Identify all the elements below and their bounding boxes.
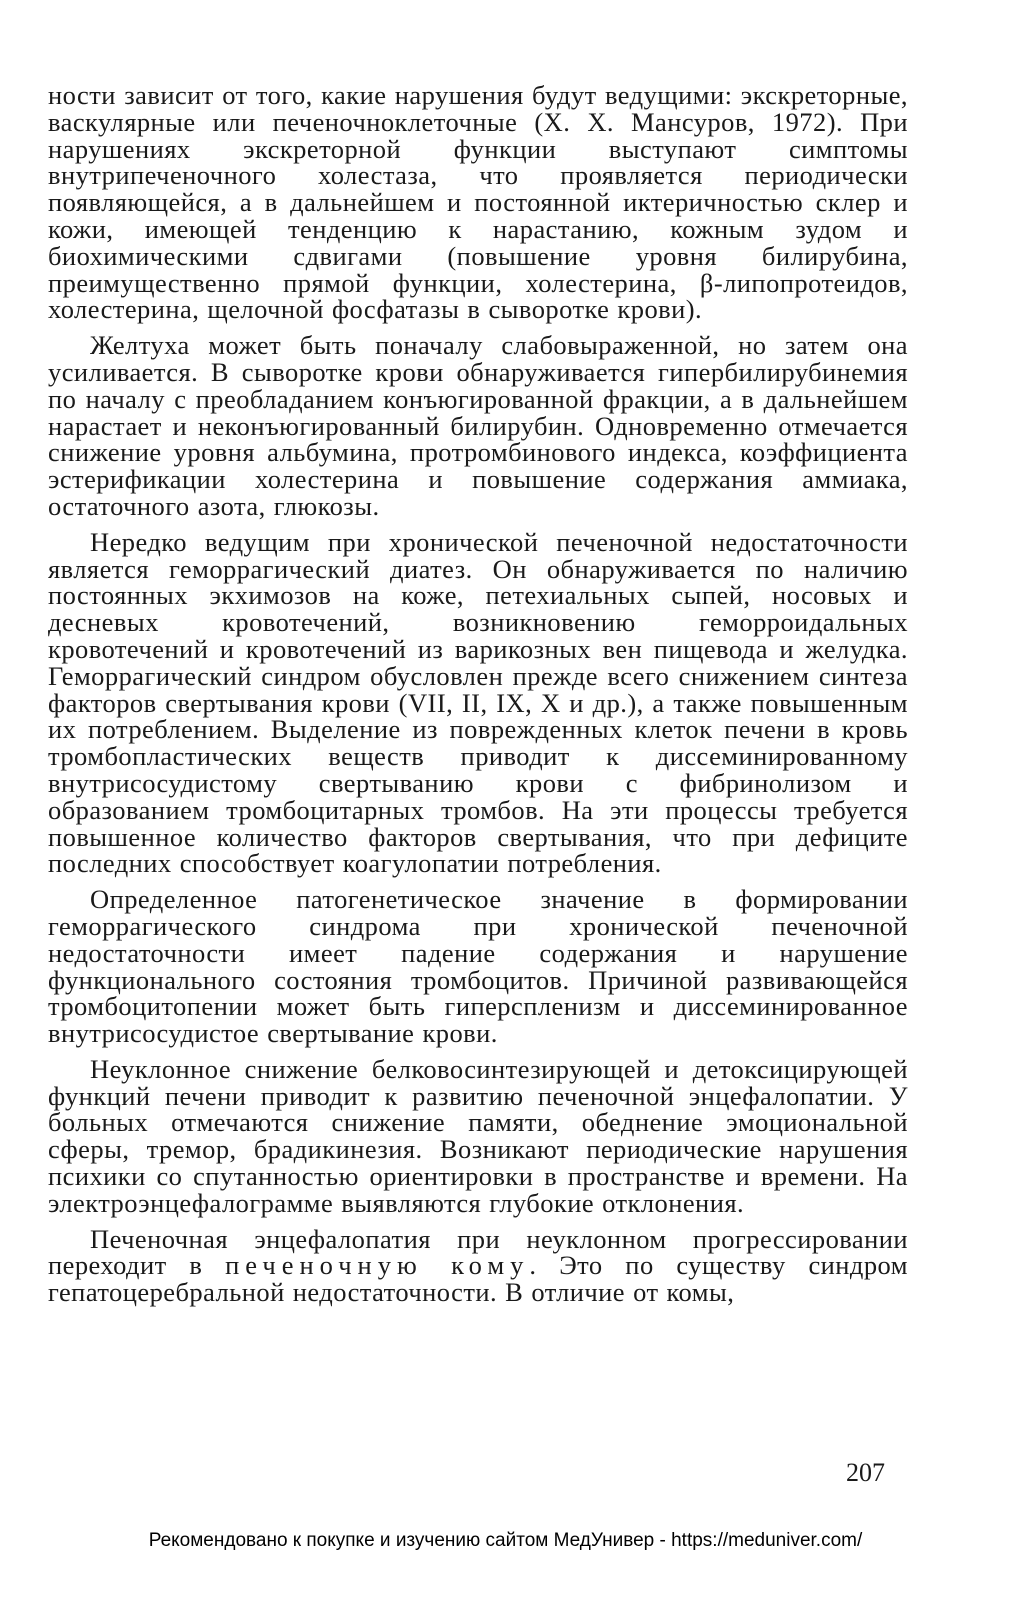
paragraph-jaundice: Желтуха может быть поначалу слабовыраженной, но затем она усиливается. В сыворотке крови обнаруживается гипербилирубинемия по началу с преобладанием конъюгированной фракции, а в дальнейшем нарастает и неконъюгированный билирубин. Одновременно отмечается снижение уровня альбумина, протромбинового индекса, коэффициента эстерификации холестерина и повышение содержания аммиака, остаточного азота, глюкозы.	[48, 330, 908, 521]
paragraph-continuation: ности зависит от того, какие нарушения будут ведущими: экскреторные, васкулярные или печеночноклеточные (Х. Х. Мансуров, 1972). При нарушениях экскреторной функции выступают симптомы внутрипеченочного холестаза, что проявляется периодически появляющейся, а в дальнейшем и постоянной иктеричностью склер и кожи, имеющей тенденцию к нарастанию, кожным зудом и биохимическими сдвигами (повышение уровня билирубина, преимущественно прямой функции, холестерина, β-липопротеидов, холестерина, щелочной фосфатазы в сыворотке крови).	[48, 80, 908, 325]
page-body	[48, 82, 908, 1306]
paragraph-encephalopathy: Неуклонное снижение белковосинтезирующей и детоксицирующей функций печени приводит к развитию печеночной энцефалопатии. У больных отмечаются снижение памяти, обеднение эмоциональной сферы, тремор, брадикинезия. Возникают периодические нарушения психики со спутанностью ориентировки в пространстве и времени. На электроэнцефалограмме выявляются глубокие отклонения.	[48, 1053, 908, 1218]
footer-recommendation: Рекомендовано к покупке и изучению сайтом МедУнивер - https://meduniver.com/	[148, 1530, 863, 1551]
page-number: 207	[846, 1458, 885, 1487]
paragraph-hepatic-coma	[48, 1223, 908, 1308]
hepatic-coma-text-after: . Это по существу синдром гепатоцеребральной недостаточности. В отличие от комы,	[48, 1250, 908, 1308]
paragraph-thrombocytes: Определенное патогенетическое значение в формировании геморрагического синдрома при хронической печеночной недостаточности имеет падение содержания и нарушение функционального состояния тромбоцитов. Причиной развивающейся тромбоцитопении может быть гиперспленизм и диссеминированное внутрисосудистое свертывание крови.	[48, 884, 908, 1049]
paragraph-hemorrhagic-diathesis: Нередко ведущим при хронической печеночной недостаточности является геморрагический диатез. Он обнаруживается по наличию постоянных экхимозов на коже, петехиальных сыпей, носовых и десневых кровотечений, возникновению геморроидальных кровотечений и кровотечений из варикозных вен пищевода и желудка. Геморрагический синдром обусловлен прежде всего снижением синтеза факторов свертывания крови (VII, II, IX, X и др.), а также повышенным их потреблением. Выделение из поврежденных клеток печени в кровь тромбопластических веществ приводит к диссеминированному внутрисосудистому свертыванию крови с фибринолизом и образованием тромбоцитарных тромбов. На эти процессы требуется повышенное количество факторов свертывания, что при дефиците последних способствует коагулопатии потребления.	[48, 526, 908, 879]
hepatic-coma-term: печеночную кому	[225, 1250, 530, 1281]
hepatic-coma-text-before: Печеночная энцефалопатия при неуклонном прогрессировании переходит в	[48, 1223, 908, 1281]
